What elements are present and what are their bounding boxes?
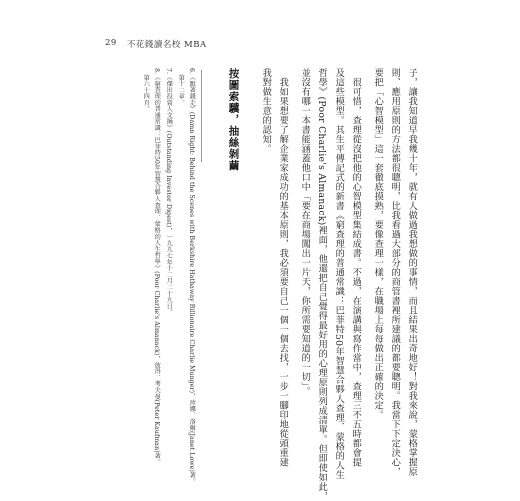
body-column-7: 並沒有哪一本書能涵蓋他口中「要在商場闖出一片天，你所需要知道的一切」。: [299, 68, 311, 396]
footnote-7: 7.《傑出投資人文摘》(Outstanding Investor Digest)，一九九七年十二月二十九日。: [165, 68, 173, 316]
page-number: 29: [105, 38, 117, 48]
body-column-1: 子，讓我知道早我幾十年，就有人做過我想做的事情，而且結果出奇地好！對我來說，蒙格掌握原: [406, 68, 418, 477]
page-header: [105, 38, 207, 50]
body-column-3: 要把「心智模型」這一套徹底摸熟，要像查理一樣，在職場上每每做出正確的決定。: [372, 68, 384, 420]
footnote-divider: [201, 70, 202, 162]
footnote-8-cont: 第六十四頁。: [142, 68, 150, 113]
body-column-8: 我如果想要了解企業家成功的基本原則，我必須要自己一個一個去找，一步一腳印地從頭重建: [277, 68, 289, 467]
body-column-2: 則、應用原則的方法都很聰明，比我看過大部分的商管書裡所建議的都要聰明。我當下下定決心，: [389, 68, 401, 477]
body-column-5: 及這些模型。其生平傳記式的新書《窮查理的普通常識：巴菲特50年智慧合夥人查理．蒙格的人生: [333, 68, 345, 480]
body-column-9: 我對做生意的認知。: [260, 68, 272, 154]
body-column-4: 很可惜，查理從沒把他的心智模型集結成書。不過，在演講與寫作當中，查理三不五時都會提: [350, 68, 362, 467]
body-column-6: 哲學》(Poor Charlie's Almanack)裡面，他還把自己覺得最好用的心理原則列成清單。但即使如此，: [316, 68, 328, 501]
footnote-8: 8.《窮查理的普通常識：巴菲特50年智慧合夥人查理．蒙格的人生哲學》(Poor Charlie's Almanack)，彼得．考夫曼(Peter Kaufman)著。: [153, 68, 161, 466]
footnote-6-cont: 第十二章。: [177, 68, 185, 106]
footnote-6: 6.《跟著錢走》(Damn Right: Behind the Scenes with Berkshire Hathaway Billionaire Charlie Munger)，珍娜．洛爾(Janet Lowe)著。: [188, 68, 196, 485]
running-title: 不花錢讀名校 MBA: [126, 40, 207, 50]
section-heading: 按圖索驥，抽絲剝繭: [227, 68, 240, 172]
